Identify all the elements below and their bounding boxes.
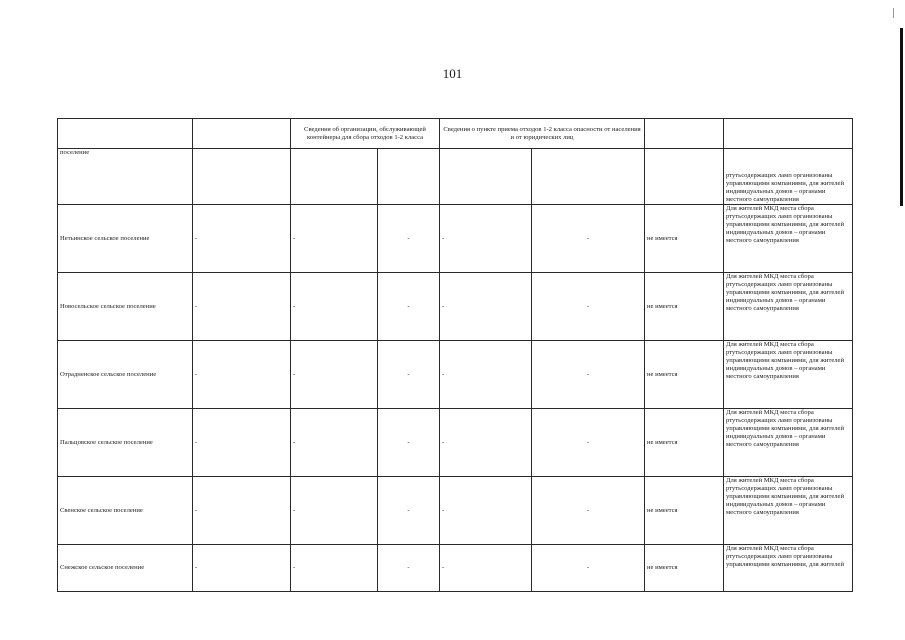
table-cell bbox=[291, 149, 378, 205]
header-cell-status bbox=[645, 119, 724, 149]
table-row bbox=[58, 477, 853, 545]
table-cell: - bbox=[440, 273, 532, 341]
table-cell bbox=[440, 149, 532, 205]
table-cell: - bbox=[193, 545, 291, 592]
settlement-name: Снежское сельское поселение bbox=[58, 545, 193, 592]
header-cell-note bbox=[724, 119, 853, 149]
scan-edge-mark bbox=[900, 28, 903, 206]
table-cell: - bbox=[378, 205, 440, 273]
table-cell: - bbox=[378, 273, 440, 341]
header-organization: Сведения об организации, обслуживающей контейнеры для сбора отходов 1-2 класса bbox=[291, 119, 440, 149]
reception-status: не имеется bbox=[645, 205, 724, 273]
reception-status: не имеется bbox=[645, 409, 724, 477]
settlement-name: Отрадненское сельское поселение bbox=[58, 341, 193, 409]
table-cell bbox=[378, 149, 440, 205]
settlement-name: Новосельское сельское поселение bbox=[58, 273, 193, 341]
table-cell: - bbox=[291, 205, 378, 273]
table-cell: - bbox=[532, 545, 645, 592]
table-cell bbox=[645, 149, 724, 205]
table-cell: - bbox=[291, 341, 378, 409]
settlement-name: поселение bbox=[58, 149, 193, 205]
table-cell: - bbox=[193, 409, 291, 477]
table-cell: - bbox=[378, 545, 440, 592]
table-cell: - bbox=[193, 341, 291, 409]
table-cell: - bbox=[532, 477, 645, 545]
settlement-name: Пальцовское сельское поселение bbox=[58, 409, 193, 477]
collection-note: Для жителей МКД места сбора ртутьсодержащих ламп организованы управляющими компаниями, для жителей индивидуальных домов – органами местного самоуправления bbox=[724, 205, 853, 273]
collection-note: Для жителей МКД места сбора ртутьсодержащих ламп организованы управляющими компаниями, для жителей индивидуальных домов – органами местного самоуправления bbox=[724, 341, 853, 409]
reception-status: не имеется bbox=[645, 341, 724, 409]
table-cell: - bbox=[378, 409, 440, 477]
table-cell: - bbox=[378, 341, 440, 409]
table-cell bbox=[193, 149, 291, 205]
table-header-row bbox=[58, 119, 853, 149]
reception-status: не имеется bbox=[645, 273, 724, 341]
settlement-name: Свенское сельское поселение bbox=[58, 477, 193, 545]
table-cell: - bbox=[440, 477, 532, 545]
table-cell: - bbox=[440, 409, 532, 477]
table-row-continued bbox=[58, 149, 853, 205]
table-cell bbox=[532, 149, 645, 205]
settlement-name: Нетьинское сельское поселение bbox=[58, 205, 193, 273]
table-cell: - bbox=[291, 409, 378, 477]
table-cell: - bbox=[440, 205, 532, 273]
collection-note: Для жителей МКД места сбора ртутьсодержащих ламп организованы управляющими компаниями, для жителей индивидуальных домов – органами местного самоуправления bbox=[724, 477, 853, 545]
reception-status: не имеется bbox=[645, 545, 724, 592]
collection-note: Для жителей МКД места сбора ртутьсодержащих ламп организованы управляющими компаниями, для жителей индивидуальных домов – органами местного самоуправления bbox=[724, 273, 853, 341]
header-cell-settlement bbox=[58, 119, 193, 149]
table-cell: - bbox=[440, 341, 532, 409]
table-cell: - bbox=[291, 545, 378, 592]
table-row bbox=[58, 205, 853, 273]
table-cell: - bbox=[532, 341, 645, 409]
header-cell-blank bbox=[193, 119, 291, 149]
page-number: 101 bbox=[442, 66, 463, 81]
table-cell: - bbox=[378, 477, 440, 545]
collection-note: Для жителей МКД места сбора ртутьсодержащих ламп организованы управляющими компаниями, для жителей bbox=[724, 545, 853, 592]
collection-note: ртутьсодержащих ламп организованы управляющими компаниями, для жителей индивидуальных домов – органами местного самоуправления bbox=[724, 149, 853, 205]
table-cell: - bbox=[532, 273, 645, 341]
table-row bbox=[58, 273, 853, 341]
table-row bbox=[58, 409, 853, 477]
waste-collection-table bbox=[57, 118, 853, 592]
reception-status: не имеется bbox=[645, 477, 724, 545]
scan-edge-tick bbox=[893, 8, 894, 18]
collection-note: Для жителей МКД места сбора ртутьсодержащих ламп организованы управляющими компаниями, для жителей индивидуальных домов – органами местного самоуправления bbox=[724, 409, 853, 477]
table-cell: - bbox=[440, 545, 532, 592]
table-row bbox=[58, 341, 853, 409]
table-cell: - bbox=[532, 205, 645, 273]
table-row bbox=[58, 545, 853, 592]
table-cell: - bbox=[291, 477, 378, 545]
table-cell: - bbox=[193, 205, 291, 273]
table-cell: - bbox=[291, 273, 378, 341]
table-cell: - bbox=[193, 477, 291, 545]
table-cell: - bbox=[532, 409, 645, 477]
header-reception-point: Сведения о пункте приема отходов 1-2 класса опасности от населения и от юридических лиц bbox=[440, 119, 645, 149]
table-cell: - bbox=[193, 273, 291, 341]
